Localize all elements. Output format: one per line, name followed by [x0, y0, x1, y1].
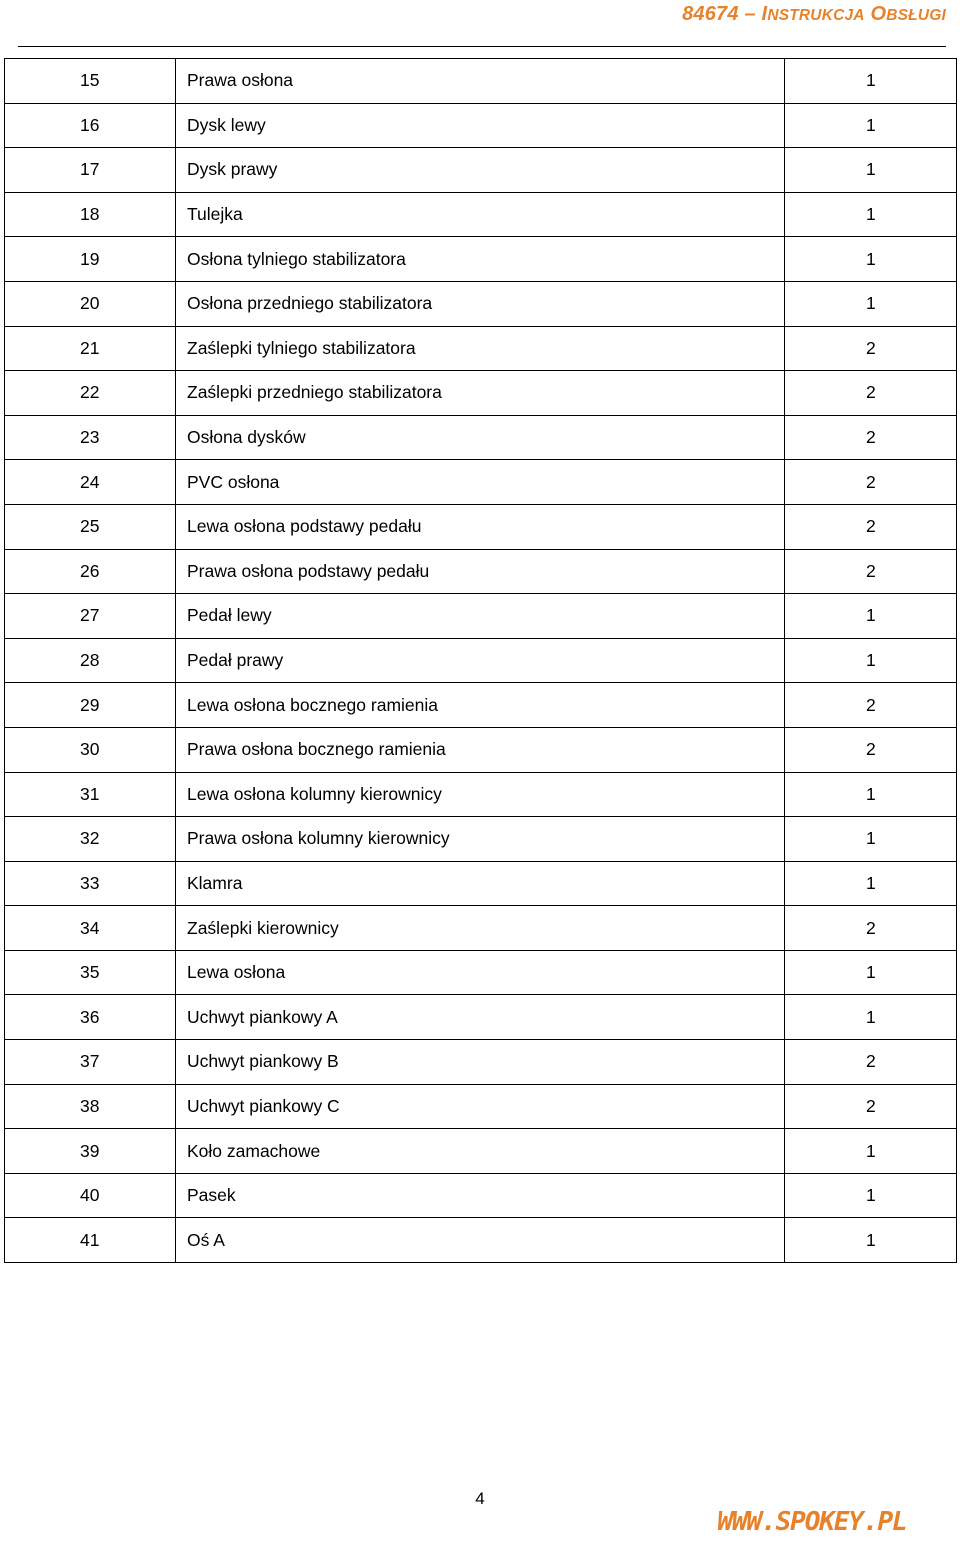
- table-row: [5, 1084, 957, 1129]
- part-number-cell: 24: [5, 460, 176, 505]
- part-name-cell: Lewa osłona kolumny kierownicy: [176, 772, 785, 817]
- part-number-cell: 30: [5, 727, 176, 772]
- table-row: [5, 504, 957, 549]
- part-quantity-cell: 2: [785, 549, 957, 594]
- table-row: [5, 281, 957, 326]
- table-row: [5, 727, 957, 772]
- part-number-cell: 31: [5, 772, 176, 817]
- parts-table-body: [5, 59, 957, 1263]
- table-row: [5, 1040, 957, 1085]
- table-row: [5, 415, 957, 460]
- table-row: [5, 594, 957, 639]
- part-number-cell: 20: [5, 281, 176, 326]
- part-name-cell: Osłona dysków: [176, 415, 785, 460]
- part-quantity-cell: 2: [785, 415, 957, 460]
- table-row: [5, 1129, 957, 1174]
- part-number-cell: 15: [5, 59, 176, 104]
- table-row: [5, 237, 957, 282]
- part-number-cell: 22: [5, 371, 176, 416]
- parts-table: [4, 58, 957, 1263]
- part-name-cell: Zaślepki kierownicy: [176, 906, 785, 951]
- page-number: 4: [475, 1489, 485, 1508]
- part-quantity-cell: 1: [785, 1129, 957, 1174]
- part-quantity-cell: 2: [785, 371, 957, 416]
- part-quantity-cell: 2: [785, 727, 957, 772]
- part-quantity-cell: 1: [785, 237, 957, 282]
- part-quantity-cell: 2: [785, 1084, 957, 1129]
- part-number-cell: 32: [5, 817, 176, 862]
- part-quantity-cell: 1: [785, 638, 957, 683]
- part-name-cell: Zaślepki tylniego stabilizatora: [176, 326, 785, 371]
- part-quantity-cell: 2: [785, 1040, 957, 1085]
- header-title-initial-2: O: [870, 3, 887, 25]
- part-name-cell: Pasek: [176, 1173, 785, 1218]
- table-row: [5, 549, 957, 594]
- header-title-initial-1: I: [761, 3, 768, 25]
- part-quantity-cell: 1: [785, 1218, 957, 1263]
- part-name-cell: Uchwyt piankowy A: [176, 995, 785, 1040]
- part-name-cell: Dysk lewy: [176, 103, 785, 148]
- part-name-cell: Pedał prawy: [176, 638, 785, 683]
- table-row: [5, 906, 957, 951]
- part-name-cell: Uchwyt piankowy C: [176, 1084, 785, 1129]
- part-name-cell: Prawa osłona podstawy pedału: [176, 549, 785, 594]
- table-row: [5, 326, 957, 371]
- part-number-cell: 40: [5, 1173, 176, 1218]
- part-number-cell: 17: [5, 148, 176, 193]
- part-number-cell: 18: [5, 192, 176, 237]
- part-quantity-cell: 1: [785, 192, 957, 237]
- table-row: [5, 59, 957, 104]
- part-name-cell: Dysk prawy: [176, 148, 785, 193]
- part-number-cell: 26: [5, 549, 176, 594]
- part-name-cell: Pedał lewy: [176, 594, 785, 639]
- part-quantity-cell: 1: [785, 861, 957, 906]
- part-number-cell: 23: [5, 415, 176, 460]
- part-quantity-cell: 1: [785, 1173, 957, 1218]
- part-name-cell: Zaślepki przedniego stabilizatora: [176, 371, 785, 416]
- part-quantity-cell: 1: [785, 103, 957, 148]
- part-quantity-cell: 1: [785, 772, 957, 817]
- part-number-cell: 36: [5, 995, 176, 1040]
- part-quantity-cell: 1: [785, 281, 957, 326]
- part-quantity-cell: 1: [785, 950, 957, 995]
- header-divider: [18, 46, 946, 47]
- part-number-cell: 39: [5, 1129, 176, 1174]
- part-name-cell: Prawa osłona: [176, 59, 785, 104]
- part-name-cell: Prawa osłona bocznego ramienia: [176, 727, 785, 772]
- header-title-rest-2: BSŁUGI: [886, 7, 946, 24]
- part-quantity-cell: 1: [785, 59, 957, 104]
- table-row: [5, 192, 957, 237]
- part-name-cell: Lewa osłona bocznego ramienia: [176, 683, 785, 728]
- part-number-cell: 34: [5, 906, 176, 951]
- table-row: [5, 371, 957, 416]
- table-row: [5, 638, 957, 683]
- part-quantity-cell: 2: [785, 326, 957, 371]
- table-row: [5, 995, 957, 1040]
- table-row: [5, 772, 957, 817]
- part-name-cell: PVC osłona: [176, 460, 785, 505]
- table-row: [5, 103, 957, 148]
- part-number-cell: 21: [5, 326, 176, 371]
- table-row: [5, 1173, 957, 1218]
- part-name-cell: Klamra: [176, 861, 785, 906]
- table-row: [5, 683, 957, 728]
- table-row: [5, 861, 957, 906]
- part-name-cell: Lewa osłona podstawy pedału: [176, 504, 785, 549]
- part-quantity-cell: 1: [785, 817, 957, 862]
- header-separator: –: [738, 3, 762, 25]
- part-number-cell: 29: [5, 683, 176, 728]
- part-quantity-cell: 1: [785, 594, 957, 639]
- part-quantity-cell: 2: [785, 906, 957, 951]
- part-name-cell: Lewa osłona: [176, 950, 785, 995]
- table-row: [5, 460, 957, 505]
- part-number-cell: 27: [5, 594, 176, 639]
- header-code: 84674: [682, 3, 739, 25]
- part-number-cell: 16: [5, 103, 176, 148]
- part-name-cell: Oś A: [176, 1218, 785, 1263]
- spokey-logo: [679, 1507, 945, 1537]
- part-number-cell: 37: [5, 1040, 176, 1085]
- part-number-cell: 25: [5, 504, 176, 549]
- part-name-cell: Koło zamachowe: [176, 1129, 785, 1174]
- part-number-cell: 33: [5, 861, 176, 906]
- part-quantity-cell: 1: [785, 148, 957, 193]
- part-name-cell: Osłona tylniego stabilizatora: [176, 237, 785, 282]
- part-quantity-cell: 2: [785, 683, 957, 728]
- part-number-cell: 28: [5, 638, 176, 683]
- part-name-cell: Prawa osłona kolumny kierownicy: [176, 817, 785, 862]
- part-name-cell: Uchwyt piankowy B: [176, 1040, 785, 1085]
- part-number-cell: 35: [5, 950, 176, 995]
- part-name-cell: Osłona przedniego stabilizatora: [176, 281, 785, 326]
- part-quantity-cell: 2: [785, 504, 957, 549]
- part-number-cell: 38: [5, 1084, 176, 1129]
- part-quantity-cell: 2: [785, 460, 957, 505]
- header-title-rest-1: NSTRUKCJA: [767, 7, 865, 24]
- part-quantity-cell: 1: [785, 995, 957, 1040]
- header-title: [682, 3, 946, 26]
- table-row: [5, 950, 957, 995]
- spokey-logo-text: WWW.SPOKEY.PL: [717, 1507, 907, 1537]
- table-row: [5, 817, 957, 862]
- part-name-cell: Tulejka: [176, 192, 785, 237]
- table-row: [5, 1218, 957, 1263]
- table-row: [5, 148, 957, 193]
- part-number-cell: 41: [5, 1218, 176, 1263]
- part-number-cell: 19: [5, 237, 176, 282]
